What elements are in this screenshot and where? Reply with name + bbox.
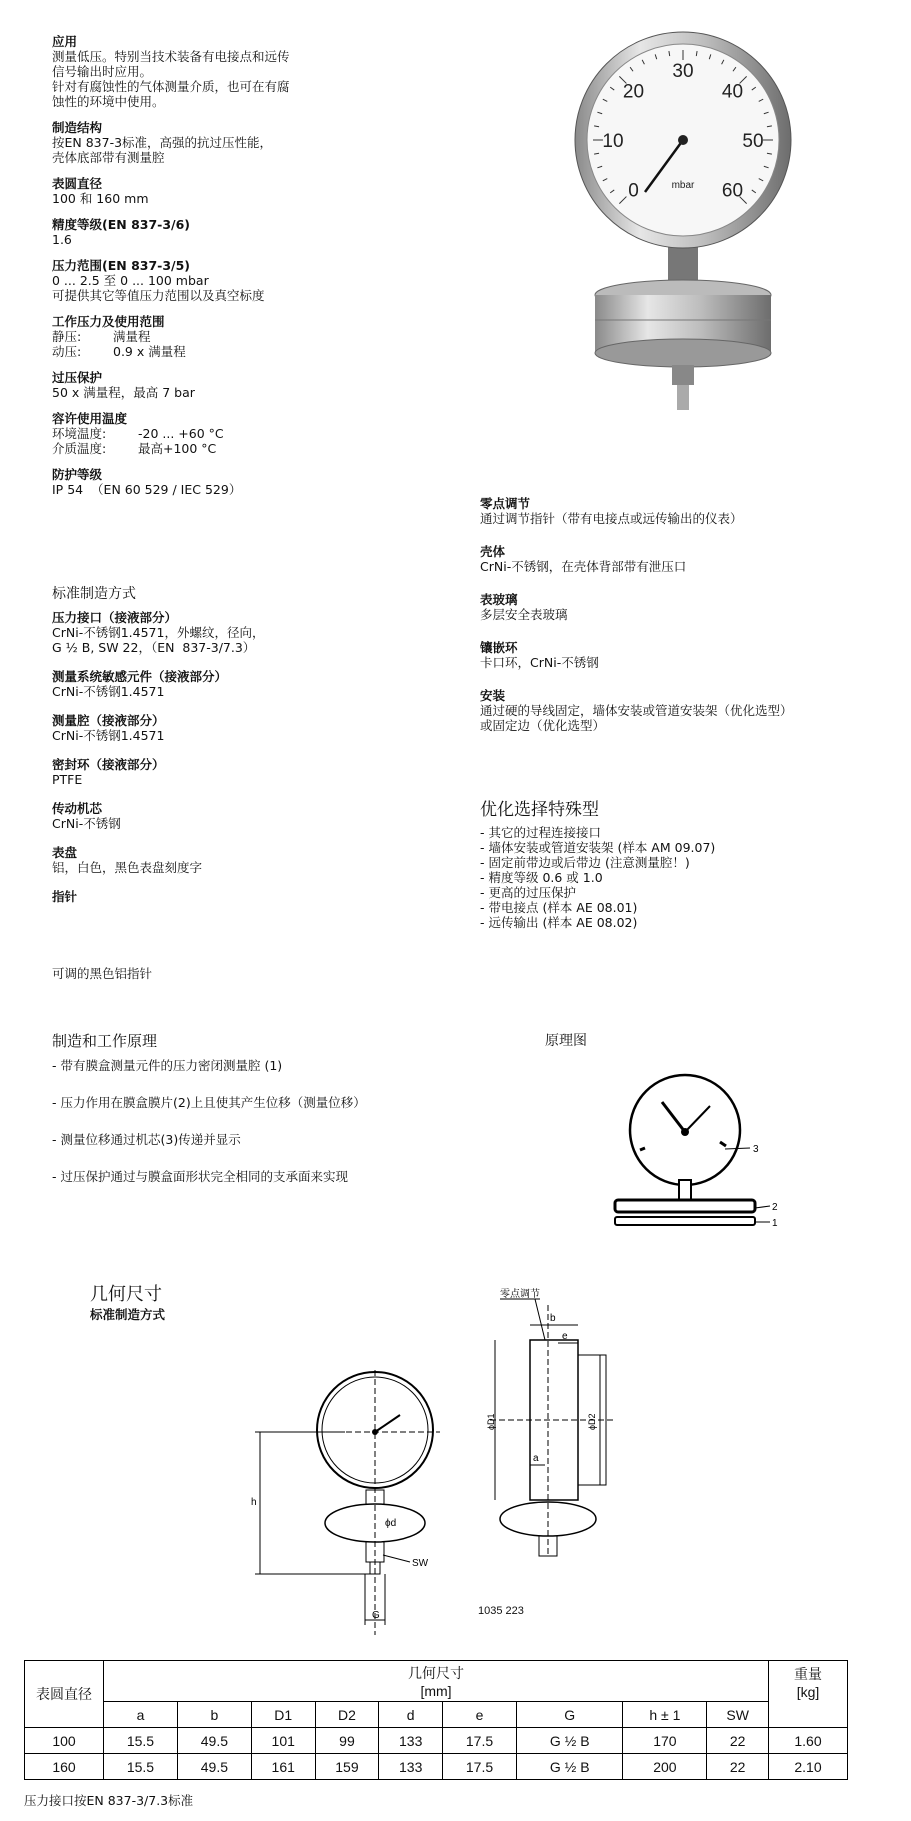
right-spec-block	[480, 592, 900, 622]
label-d1: ϕD1	[486, 1413, 496, 1430]
spec-line: 壳体底部带有测量腔	[52, 150, 165, 165]
table-cell: 49.5	[177, 1728, 251, 1754]
table-col-header: h ± 1	[623, 1702, 707, 1728]
spec-line: 按EN 837-3标准，高强的抗过压性能，	[52, 135, 273, 150]
spec-line: 介质温度: 最高+100 °C	[52, 441, 217, 456]
right-spec-line: CrNi-不锈钢，在壳体背部带有泄压口	[480, 559, 687, 574]
option-item: - 固定前带边或后带边 (注意测量腔！)	[480, 855, 690, 870]
std-spec-heading: 指针	[52, 889, 78, 904]
std-spec-line: PTFE	[52, 772, 83, 787]
std-spec-heading: 测量腔（接液部分）	[52, 713, 165, 728]
principle-title: 制造和工作原理	[52, 1032, 158, 1050]
table-cell: 133	[379, 1754, 443, 1780]
diagram-title: 原理图	[545, 1033, 587, 1049]
std-title: 标准制造方式	[52, 586, 136, 602]
group-unit: [mm]	[420, 1683, 452, 1699]
std-spec-block	[52, 889, 472, 904]
option-item: - 精度等级 0.6 或 1.0	[480, 870, 603, 885]
std-spec-heading: 压力接口（接液部分）	[52, 610, 178, 625]
col-dial-size: 表圆直径	[25, 1661, 104, 1728]
table-cell: G ½ B	[516, 1728, 622, 1754]
spec-block	[52, 258, 472, 303]
options-title: 优化选择特殊型	[480, 800, 599, 820]
table-header-row	[25, 1702, 848, 1728]
diagram-label-3: 3	[753, 1144, 759, 1155]
principle-item: - 带有膜盒测量元件的压力密闭测量腔 (1)	[52, 1058, 283, 1073]
table-row	[25, 1754, 848, 1780]
spec-block	[52, 217, 472, 247]
label-d: ϕd	[385, 1518, 397, 1529]
pointer-text: 可调的黑色铝指针	[52, 966, 153, 981]
label-a: a	[533, 1453, 539, 1464]
spec-block	[52, 314, 472, 359]
table-cell: 22	[707, 1754, 769, 1780]
spec-heading: 表圆直径	[52, 176, 103, 191]
std-spec-block	[52, 713, 472, 743]
spec-line: 针对有腐蚀性的气体测量介质，也可在有腐	[52, 79, 290, 94]
right-spec-heading: 表玻璃	[480, 592, 518, 607]
right-spec-line: 卡口环，CrNi-不锈钢	[480, 655, 599, 670]
right-spec-heading: 安装	[480, 688, 506, 703]
principle-item: - 测量位移通过机芯(3)传递并显示	[52, 1132, 241, 1147]
table-col-header: SW	[707, 1702, 769, 1728]
label-d2: ϕD2	[587, 1413, 597, 1430]
table-cell: 161	[251, 1754, 315, 1780]
table-cell: 200	[623, 1754, 707, 1780]
table-cell: G ½ B	[516, 1754, 622, 1780]
col-group	[104, 1661, 769, 1702]
std-spec-block	[52, 669, 472, 699]
col-weight	[769, 1661, 848, 1728]
right-spec-heading: 壳体	[480, 544, 506, 559]
std-spec-line: CrNi-不锈钢1.4571	[52, 684, 165, 699]
left-spec-column	[52, 34, 472, 508]
weight-label: 重量	[794, 1666, 822, 1682]
table-cell: 17.5	[443, 1754, 517, 1780]
spec-heading: 工作压力及使用范围	[52, 314, 165, 329]
side-drawing	[486, 1285, 710, 1575]
spec-line: 0 ... 2.5 至 0 ... 100 mbar	[52, 273, 209, 288]
table-cell: 1.60	[769, 1728, 848, 1754]
footnote: 压力接口按EN 837-3/7.3标准	[24, 1793, 194, 1808]
std-spec-block	[52, 801, 472, 831]
table-col-header: d	[379, 1702, 443, 1728]
option-item: - 更高的过压保护	[480, 885, 576, 900]
table-col-header: G	[516, 1702, 622, 1728]
spec-line: 1.6	[52, 232, 72, 247]
spec-block	[52, 34, 472, 109]
table-col-header: D2	[315, 1702, 379, 1728]
table-cell: 101	[251, 1728, 315, 1754]
right-spec-line: 通过硬的导线固定，墙体安装或管道安装架（优化选型）	[480, 703, 793, 718]
gauge-scale-label: 20	[622, 81, 645, 103]
table-cell: 100	[25, 1728, 104, 1754]
gauge-scale-label: 60	[721, 180, 744, 202]
options-list	[480, 825, 715, 930]
group-label: 几何尺寸	[408, 1665, 464, 1681]
label-e: e	[562, 1331, 568, 1342]
spec-block	[52, 467, 472, 497]
table-cell: 17.5	[443, 1728, 517, 1754]
dimension-table	[24, 1660, 848, 1780]
spec-heading: 精度等级(EN 837-3/6)	[52, 217, 191, 232]
spec-line: 动压: 0.9 x 满量程	[52, 344, 186, 359]
principle-diagram	[600, 1070, 800, 1240]
right-spec-block	[480, 688, 900, 733]
spec-line: 测量低压。特别当技术装备有电接点和远传	[52, 49, 290, 64]
right-spec-heading: 镶嵌环	[480, 640, 518, 655]
option-item: - 带电接点 (样本 AE 08.01)	[480, 900, 638, 915]
std-spec-line: 铝，白色，黑色表盘刻度字	[52, 860, 203, 875]
std-spec-line: CrNi-不锈钢	[52, 816, 121, 831]
dim-subtitle: 标准制造方式	[90, 1307, 166, 1322]
table-cell: 15.5	[104, 1754, 178, 1780]
gauge-scale-label: 0	[628, 180, 639, 202]
option-item: - 远传输出 (样本 AE 08.02)	[480, 915, 638, 930]
table-col-header: D1	[251, 1702, 315, 1728]
diagram-label-1: 1	[772, 1218, 778, 1229]
spec-line: 可提供其它等值压力范围以及真空标度	[52, 288, 265, 303]
spec-heading: 容许使用温度	[52, 411, 128, 426]
spec-block	[52, 120, 472, 165]
table-cell: 15.5	[104, 1728, 178, 1754]
table-cell: 99	[315, 1728, 379, 1754]
label-zero: 零点调节	[500, 1289, 540, 1300]
spec-line: 环境温度: -20 ... +60 °C	[52, 426, 224, 441]
weight-unit: [kg]	[796, 1684, 820, 1700]
principle-list	[52, 1058, 366, 1206]
spec-line: IP 54 （EN 60 529 / IEC 529）	[52, 482, 242, 497]
table-col-header: a	[104, 1702, 178, 1728]
spec-heading: 制造结构	[52, 120, 103, 135]
std-spec-block	[52, 845, 472, 875]
principle-item: - 过压保护通过与膜盒面形状完全相同的支承面来实现	[52, 1169, 348, 1184]
right-spec-line: 或固定边（优化选型）	[480, 718, 606, 733]
std-spec-heading: 表盘	[52, 845, 78, 860]
gauge-unit: mbar	[671, 180, 695, 191]
std-spec-column	[52, 610, 472, 918]
right-spec-block	[480, 640, 900, 670]
gauge-photo	[560, 20, 800, 420]
table-col-header: b	[177, 1702, 251, 1728]
table-row	[25, 1728, 848, 1754]
front-drawing	[245, 1360, 455, 1650]
spec-block	[52, 176, 472, 206]
table-cell: 49.5	[177, 1754, 251, 1780]
spec-block	[52, 370, 472, 400]
label-b: b	[550, 1313, 556, 1324]
spec-line: 信号输出时应用。	[52, 64, 153, 79]
std-spec-heading: 测量系统敏感元件（接液部分）	[52, 669, 228, 684]
option-item: - 墙体安装或管道安装架 (样本 AM 09.07)	[480, 840, 716, 855]
spec-line: 100 和 160 mm	[52, 191, 149, 206]
spec-heading: 压力范围(EN 837-3/5)	[52, 258, 191, 273]
right-spec-block	[480, 496, 900, 526]
connector	[672, 365, 694, 385]
label-g: G	[372, 1610, 380, 1621]
spec-block	[52, 411, 472, 456]
spec-heading: 应用	[52, 34, 78, 49]
std-spec-line: CrNi-不锈钢1.4571，外螺纹，径向，	[52, 625, 265, 640]
drawing-number: 1035 223	[478, 1605, 524, 1617]
right-spec-column	[480, 496, 900, 751]
std-spec-heading: 传动机芯	[52, 801, 103, 816]
dim-title: 几何尺寸	[90, 1284, 162, 1305]
principle-item: - 压力作用在膜盒膜片(2)上且使其产生位移（测量位移）	[52, 1095, 366, 1110]
table-cell: 2.10	[769, 1754, 848, 1780]
right-spec-line: 多层安全表玻璃	[480, 607, 568, 622]
right-spec-heading: 零点调节	[480, 496, 531, 511]
std-spec-block	[52, 757, 472, 787]
table-cell: 133	[379, 1728, 443, 1754]
spec-line: 蚀性的环境中使用。	[52, 94, 165, 109]
spec-heading: 防护等级	[52, 467, 103, 482]
std-spec-heading: 密封环（接液部分）	[52, 757, 165, 772]
spec-line: 静压: 满量程	[52, 329, 151, 344]
gauge-scale-label: 10	[602, 131, 624, 152]
gauge-scale-label: 50	[742, 131, 764, 152]
std-spec-line: CrNi-不锈钢1.4571	[52, 728, 165, 743]
std-spec-line: G ½ B, SW 22，（EN 837-3/7.3）	[52, 640, 256, 655]
table-cell: 22	[707, 1728, 769, 1754]
spec-line: 50 x 满量程，最高 7 bar	[52, 385, 195, 400]
right-spec-block	[480, 544, 900, 574]
spec-heading: 过压保护	[52, 370, 103, 385]
table-cell: 160	[25, 1754, 104, 1780]
gauge-scale-label: 40	[721, 81, 744, 103]
right-spec-line: 通过调节指针（带有电接点或远传输出的仪表）	[480, 511, 743, 526]
table-cell: 159	[315, 1754, 379, 1780]
gauge-scale-label: 30	[672, 61, 694, 82]
label-h: h	[251, 1497, 257, 1508]
std-spec-block	[52, 610, 472, 655]
option-item: - 其它的过程连接接口	[480, 825, 601, 840]
table-cell: 170	[623, 1728, 707, 1754]
diagram-label-2: 2	[772, 1202, 778, 1213]
label-sw: SW	[412, 1558, 429, 1569]
table-col-header: e	[443, 1702, 517, 1728]
